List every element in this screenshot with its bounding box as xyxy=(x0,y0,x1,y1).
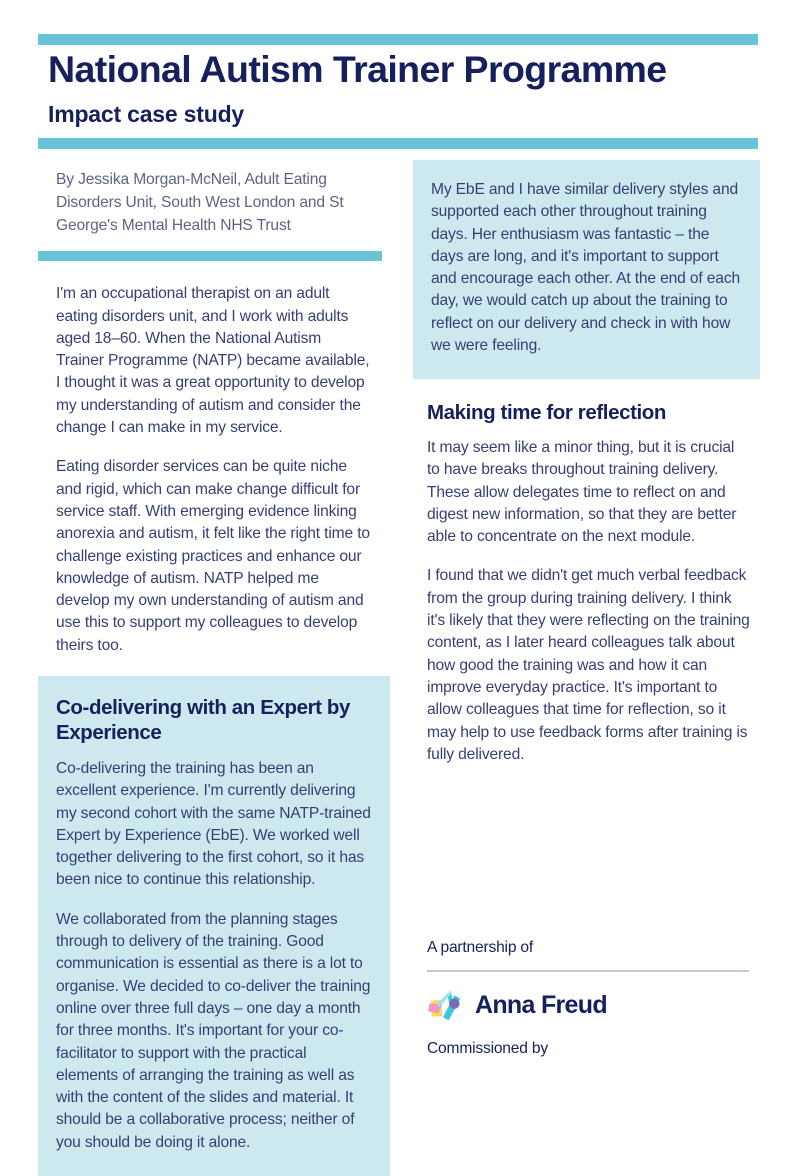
header-top-rule xyxy=(38,34,758,45)
header-bottom-rule xyxy=(38,138,758,149)
footer xyxy=(427,938,757,1060)
paragraph: I found that we didn't get much verbal feedback from the group during training delivery. I think it's likely that they were reflecting on the training content, as I later heard colleagues talk about how good the training was and how it can improve everyday practice. It's important to allow colleagues that time for reflection, so it may help to use feedback forms after training is fully delivered. xyxy=(427,567,750,763)
page-subtitle: Impact case study xyxy=(48,101,245,127)
page-title: National Autism Trainer Programme xyxy=(48,48,667,90)
byline-divider-rule xyxy=(38,251,382,261)
ebe-highlight-box xyxy=(413,160,760,379)
paragraph: We collaborated from the planning stages through to delivery of the training. Good communication is essential as there is a lot to organise. We decided to co-deliver the training online over three full days – one day a month for three months. It's important for your co-facilitator to support with the practical elements of arranging the training as well as with the content of the slides and material. It should be a collaborative process; neither of you should be doing it alone. xyxy=(56,910,371,1151)
partnership-label: A partnership of xyxy=(427,939,534,956)
footer-divider xyxy=(427,970,749,972)
reflection-body xyxy=(413,437,760,766)
paragraph: My EbE and I have similar delivery styles and supported each other throughout training days. Her enthusiasm was fantastic – the days are long, and it's important to support and encourage each other. At the end of each day, we would catch up about the training to reflect on our delivery and check in with how we were feeling. xyxy=(431,181,740,355)
anna-freud-logo-icon xyxy=(427,986,465,1024)
right-column xyxy=(413,160,760,766)
box-heading: Co-delivering with an Expert by Experience xyxy=(56,695,351,744)
left-intro-text xyxy=(38,261,390,657)
section-heading-reflection: Making time for reflection xyxy=(427,401,667,425)
co-delivering-highlight-box xyxy=(38,676,390,1176)
commissioned-label: Commissioned by xyxy=(427,1040,548,1058)
anna-freud-wordmark: Anna Freud xyxy=(475,990,607,1019)
byline: By Jessika Morgan-McNeil, Adult Eating Disorders Unit, South West London and St George's Mental Health NHS Trust xyxy=(56,171,344,235)
paragraph: I'm an occupational therapist on an adult eating disorders unit, and I work with adults aged 18–60. When the National Autism Trainer Programme (NATP) became available, I thought it was a great opportunity to develop my understanding of autism and consider the change I can make in my service. xyxy=(56,285,370,437)
left-column xyxy=(38,160,390,1176)
paragraph: Co-delivering the training has been an excellent experience. I'm currently delivering my second cohort with the same NATP-trained Expert by Experience (EbE). We worked well together delivering to the first cohort, so it has been nice to continue this relationship. xyxy=(56,759,371,889)
anna-freud-logo xyxy=(427,986,757,1024)
paragraph: Eating disorder services can be quite niche and rigid, which can make change difficult for service staff. With emerging evidence linking anorexia and autism, it felt like the right time to challenge existing practices and enhance our knowledge of autism. NATP helped me develop my own understanding of autism and use this to support my colleagues to develop theirs too. xyxy=(56,458,370,654)
paragraph: It may seem like a minor thing, but it is crucial to have breaks throughout training delivery. These allow delegates time to reflect on and digest new information, so that they are better able to concentrate on the next module. xyxy=(427,438,737,546)
